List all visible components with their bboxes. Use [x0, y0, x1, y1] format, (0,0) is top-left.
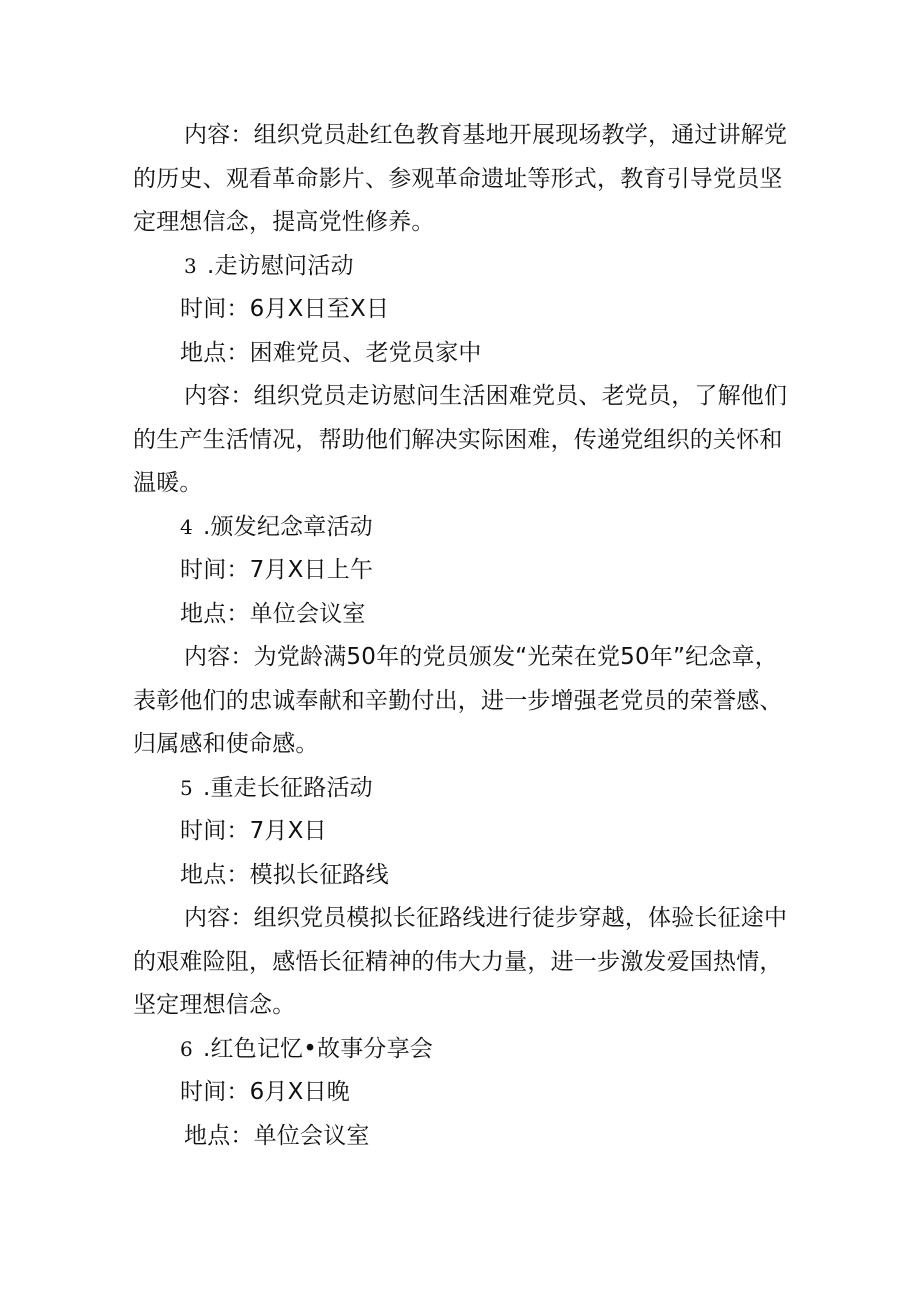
location-line: 地点：单位会议室: [180, 600, 366, 627]
paragraph-line: 的生产生活情况，帮助他们解决实际困难，传递党组织的关怀和: [133, 426, 783, 453]
section-title: .红色记忆•故事分享会: [202, 1035, 434, 1062]
section-title: .颁发纪念章活动: [202, 513, 373, 540]
time-line: 时间：7月X日: [180, 818, 327, 844]
section-title: .走访慰问活动: [206, 252, 354, 279]
paragraph-line: 内容：为党龄满50年的党员颁发“光荣在党50年”纪念章，: [184, 644, 778, 670]
paragraph-line: 内容：组织党员赴红色教育基地开展现场教学，通过讲解党: [184, 122, 788, 148]
paragraph-line: 内容：组织党员走访慰问生活困难党员、老党员，了解他们: [184, 383, 788, 409]
section-number: 4: [180, 514, 193, 539]
paragraph-line: 坚定理想信念。: [133, 992, 296, 1018]
paragraph-line: 归属感和使命感。: [133, 731, 319, 757]
section-heading: [180, 506, 840, 550]
paragraph-line: 的历史、观看革命影片、参观革命遗址等形式，教育引导党员坚: [133, 165, 783, 192]
time-line: 时间：6月X日至X日: [180, 296, 390, 322]
time-line: 时间：7月X日上午: [180, 557, 374, 583]
location-line: 地点：模拟长征路线: [180, 861, 389, 888]
section-heading: [184, 245, 844, 289]
section-heading: [180, 767, 840, 811]
section-number: 3: [184, 253, 197, 278]
paragraph-line: 定理想信念，提高党性修养。: [133, 209, 435, 235]
section-title: .重走长征路活动: [202, 774, 373, 801]
section-number: 6: [180, 1036, 193, 1061]
paragraph-line: 温暖。: [133, 470, 203, 496]
paragraph-line: 表彰他们的忠诚奉献和辛勤付出，进一步增强老党员的荣誉感、: [133, 687, 783, 714]
paragraph-line: 内容：组织党员模拟长征路线进行徒步穿越，体验长征途中: [184, 905, 788, 931]
section-heading: [180, 1028, 840, 1072]
location-line: 地点：单位会议室: [184, 1122, 370, 1149]
section-number: 5: [180, 775, 193, 800]
paragraph-line: 的艰难险阻，感悟长征精神的伟大力量，进一步激发爱国热情，: [133, 948, 783, 975]
location-line: 地点：困难党员、老党员家中: [180, 339, 482, 366]
time-line: 时间：6月X日晚: [180, 1079, 350, 1105]
